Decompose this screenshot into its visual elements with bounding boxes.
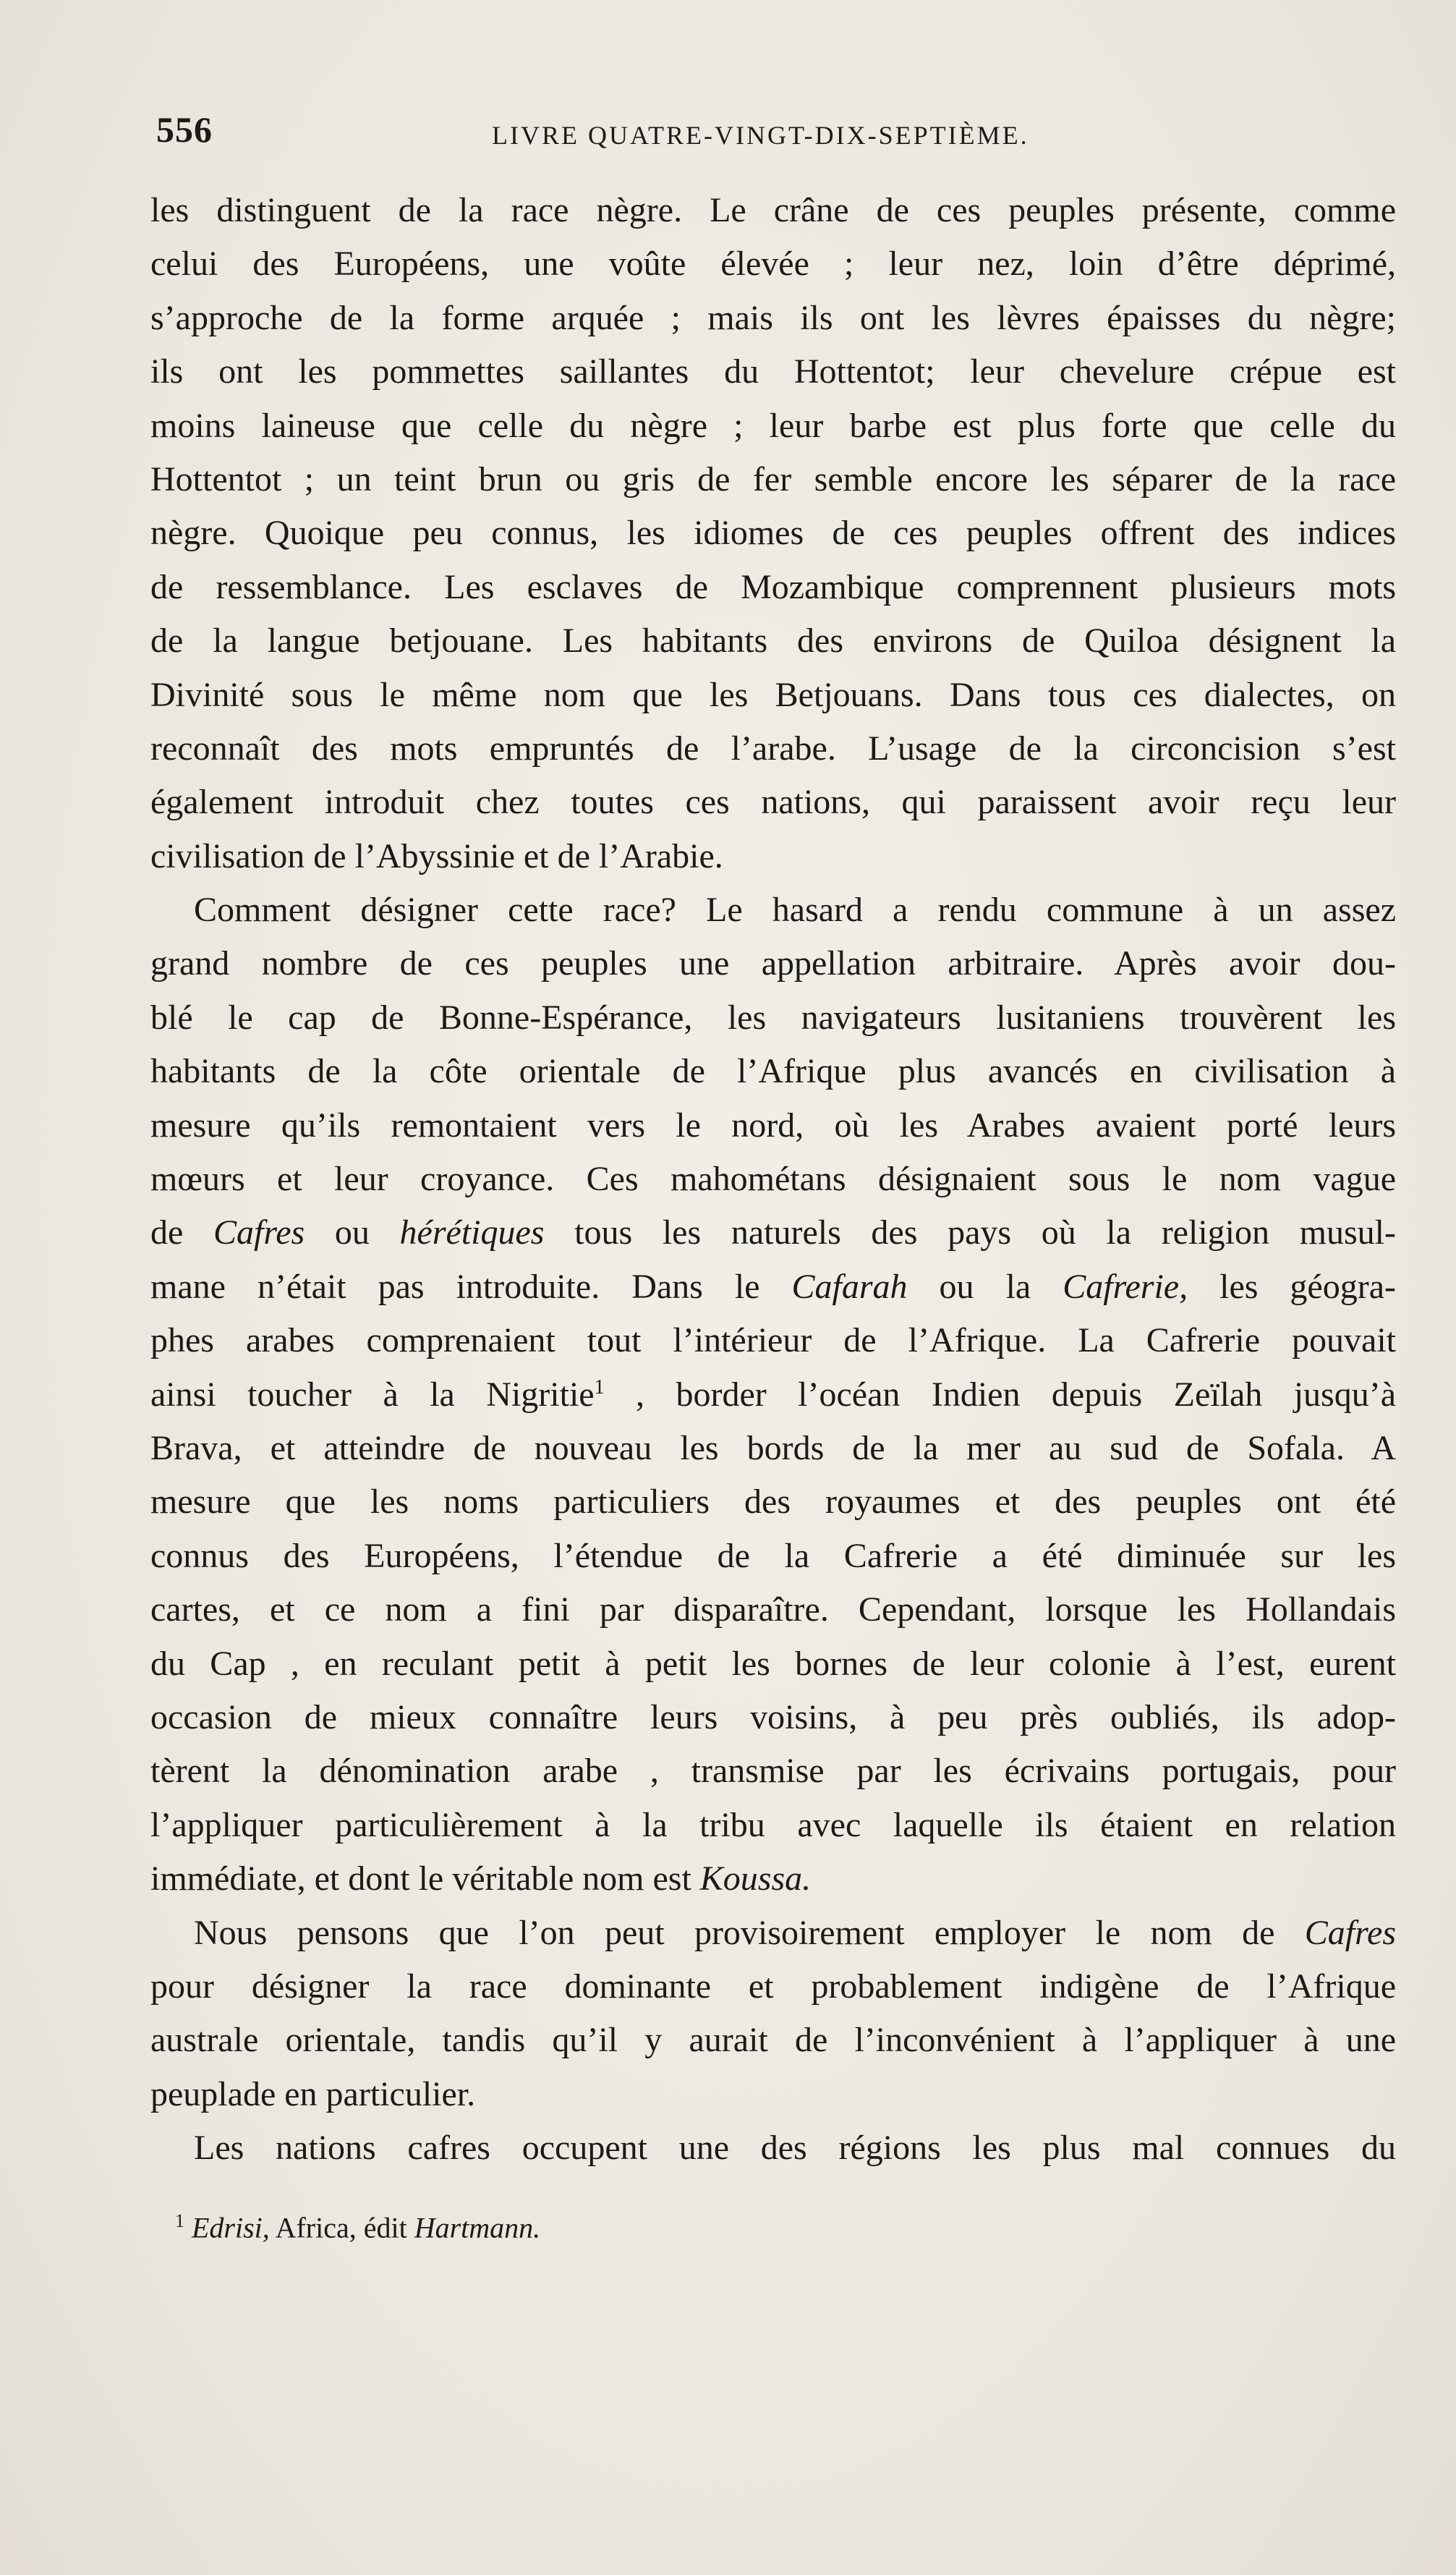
footnote — [175, 2210, 540, 2244]
italic-term: Cafres — [213, 1213, 305, 1252]
text-line — [150, 1260, 1396, 1314]
text-line: Hottentot ; un teint brun ou gris de fer semble encore les séparer de la race — [150, 459, 1396, 499]
text-line: peuplade en particulier. — [150, 2074, 476, 2113]
text-line — [150, 1852, 1396, 1906]
italic-term: Koussa. — [699, 1859, 812, 1899]
running-head: LIVRE QUATRE-VINGT-DIX-SEPTIÈME. — [492, 121, 1029, 150]
footnote-marker: 1 — [175, 2210, 184, 2231]
text-line: grand nombre de ces peuples une appellation arbitraire. Après avoir dou- — [150, 944, 1396, 983]
text-line — [150, 1906, 1396, 1960]
text-segment: ou la — [907, 1267, 1063, 1306]
italic-term: Cafarah — [791, 1267, 908, 1306]
text-line: connus des Européens, l’étendue de la Cafrerie a été diminuée sur les — [150, 1536, 1396, 1575]
page-header — [156, 109, 1256, 152]
footnote-editor: Hartmann. — [414, 2211, 541, 2244]
text-line: l’appliquer particulièrement à la tribu avec laquelle ils étaient en relation — [150, 1805, 1396, 1844]
text-segment: , border l’océan Indien depuis Zeïlah jusqu’à — [604, 1375, 1396, 1414]
text-segment: Nous pensons que l’on peut provisoirement employer le nom de — [194, 1913, 1305, 1952]
text-line: celui des Européens, une voûte élevée ; leur nez, loin d’être déprimé, — [150, 245, 1396, 284]
text-line: Brava, et atteindre de nouveau les bords de la mer au sud de Sofala. A — [150, 1428, 1396, 1467]
text-line: moins laineuse que celle du nègre ; leur barbe est plus forte que celle du — [150, 406, 1396, 445]
text-segment: mane n’était pas introduite. Dans le — [150, 1267, 792, 1306]
text-segment: tous les naturels des pays où la religion musul- — [544, 1213, 1396, 1252]
text-line: de la langue betjouane. Les habitants des environs de Quiloa désignent la — [150, 622, 1396, 661]
text-line — [150, 1206, 1396, 1260]
text-segment: de — [150, 1213, 213, 1252]
text-line: du Cap , en reculant petit à petit les bornes de leur colonie à l’est, eurent — [150, 1644, 1396, 1683]
text-line: mœurs et leur croyance. Ces mahométans désignaient sous le nom vague — [150, 1160, 1396, 1199]
text-line: habitants de la côte orientale de l’Afrique plus avancés en civilisation à — [150, 1052, 1396, 1091]
page-number: 556 — [156, 109, 213, 150]
text-line: reconnaît des mots empruntés de l’arabe. L’usage de la circoncision s’est — [150, 729, 1396, 768]
text-line: mesure que les noms particuliers des royaumes et des peuples ont été — [150, 1482, 1396, 1522]
text-line: blé le cap de Bonne-Espérance, les navigateurs lusitaniens trouvèrent les — [150, 998, 1396, 1037]
italic-term: hérétiques — [399, 1213, 545, 1252]
text-line: Divinité sous le même nom que les Betjouans. Dans tous ces dialectes, on — [150, 675, 1396, 714]
text-line: civilisation de l’Abyssinie et de l’Arabie. — [150, 836, 723, 875]
text-line: tèrent la dénomination arabe , transmise par les écrivains portugais, pour — [150, 1752, 1396, 1791]
text-segment: ainsi toucher à la Nigritie — [150, 1375, 595, 1414]
text-line: australe orientale, tandis qu’il y aurait de l’inconvénient à l’appliquer à une — [150, 2021, 1396, 2060]
footnote-reference: 1 — [594, 1375, 605, 1399]
text-line: nègre. Quoique peu connus, les idiomes de ces peuples offrent des indices — [150, 514, 1396, 553]
text-line: phes arabes comprenaient tout l’intérieur de l’Afrique. La Cafrerie pouvait — [150, 1321, 1396, 1360]
text-segment: ou — [305, 1213, 400, 1252]
text-line — [150, 1368, 1396, 1422]
text-line: s’approche de la forme arquée ; mais ils ont les lèvres épaisses du nègre; — [150, 298, 1396, 337]
footnote-title: Africa, édit — [269, 2211, 414, 2244]
text-line: également introduit chez toutes ces nations, qui paraissent avoir reçu leur — [150, 783, 1396, 822]
italic-term: Cafrerie, — [1063, 1267, 1188, 1306]
italic-term: Cafres — [1304, 1913, 1396, 1952]
footnote-author: Edrisi, — [192, 2211, 270, 2244]
text-line: mesure qu’ils remontaient vers le nord, où les Arabes avaient porté leurs — [150, 1106, 1396, 1145]
text-line: de ressemblance. Les esclaves de Mozambique comprennent plusieurs mots — [150, 567, 1396, 606]
text-line: Les nations cafres occupent une des régions les plus mal connues du — [194, 2129, 1396, 2168]
text-line: les distinguent de la race nègre. Le crâne de ces peuples présente, comme — [150, 191, 1396, 229]
text-line: pour désigner la race dominante et probablement indigène de l’Afrique — [150, 1967, 1396, 2006]
text-line: occasion de mieux connaître leurs voisins, à peu près oubliés, ils adop- — [150, 1697, 1396, 1736]
body-text — [150, 184, 1396, 2175]
text-line: cartes, et ce nom a fini par disparaître. Cependant, lorsque les Hollandais — [150, 1590, 1396, 1629]
text-segment: les géogra- — [1188, 1267, 1397, 1306]
text-line: ils ont les pommettes saillantes du Hottentot; leur chevelure crépue est — [150, 352, 1396, 391]
text-segment: immédiate, et dont le véritable nom est — [150, 1859, 700, 1899]
text-line: Comment désigner cette race? Le hasard a rendu commune à un assez — [194, 891, 1396, 930]
